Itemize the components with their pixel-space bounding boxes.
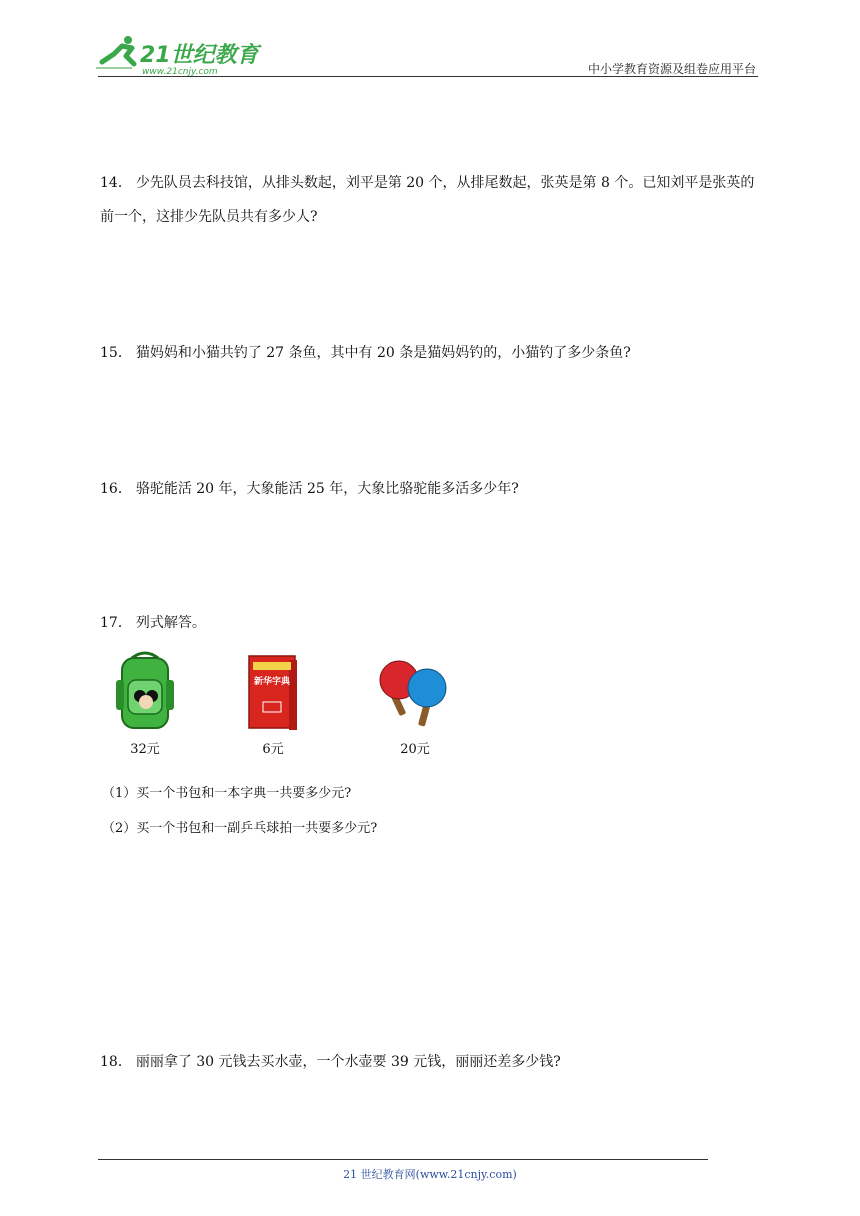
ping-pong-paddles-icon [373, 650, 457, 734]
item-price: 32元 [130, 742, 160, 757]
sub-question-2: （2）买一个书包和一副乒乓球拍一共要多少元? [102, 821, 378, 836]
question-number: 16． [100, 481, 132, 497]
backpack-icon [110, 650, 180, 734]
platform-name: 中小学教育资源及组卷应用平台 [587, 62, 756, 76]
question-17 [100, 606, 762, 640]
sub-question-1: （1）买一个书包和一本字典一共要多少元? [102, 786, 352, 801]
question-text: 丽丽拿了 30 元钱去买水壶，一个水壶要 39 元钱，丽丽还差多少钱? [135, 1054, 561, 1070]
question-text: 骆驼能活 20 年，大象能活 25 年，大象比骆驼能多活多少年? [135, 481, 519, 497]
footer-text: 21 世纪教育网(www.21cnjy.com) [343, 1168, 517, 1181]
item-price: 20元 [400, 742, 430, 757]
question-number: 14． [100, 175, 132, 191]
item-dictionary [228, 650, 318, 757]
question-number: 15． [100, 345, 132, 361]
question-text: 少先队员去科技馆，从排头数起，刘平是第 20 个，从排尾数起，张英是第 8 个。已知刘平是张英的前一个，这排少先队员共有多少人? [100, 175, 755, 225]
question-15 [100, 336, 762, 370]
dictionary-title: 新华字典 [253, 677, 291, 687]
question-number: 17． [100, 615, 132, 631]
question-text: 列式解答。 [135, 615, 206, 631]
site-logo [92, 32, 262, 78]
question-18 [100, 1045, 762, 1079]
question-text: 猫妈妈和小猫共钓了 27 条鱼，其中有 20 条是猫妈妈钓的，小猫钓了多少条鱼? [135, 345, 631, 361]
dictionary-icon [243, 650, 303, 734]
item-ping-pong-paddles [370, 650, 460, 757]
logo-main-text: 21世纪教育 [140, 43, 259, 68]
item-price: 6元 [262, 742, 284, 757]
logo-url-text: www.21cnjy.com [142, 67, 218, 77]
question-16 [100, 472, 762, 506]
item-backpack [100, 650, 190, 757]
header-divider [98, 76, 758, 77]
question-number: 18． [100, 1054, 132, 1070]
runner-logo-icon [96, 36, 134, 68]
price-items [100, 650, 500, 760]
question-14 [100, 166, 762, 234]
footer-divider [98, 1159, 708, 1160]
